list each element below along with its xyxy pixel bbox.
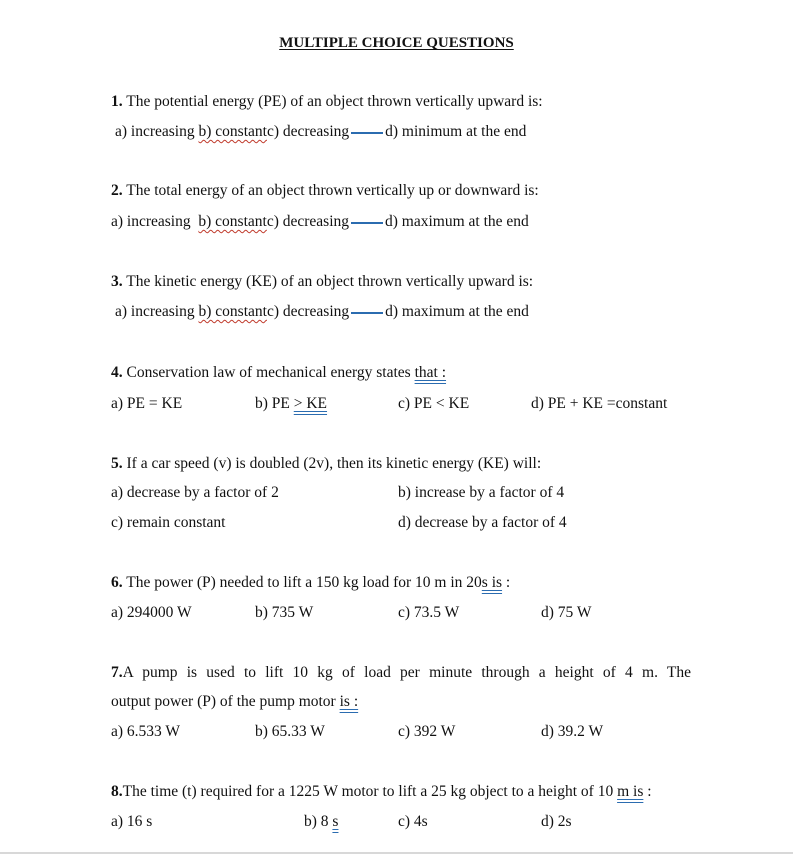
option-d: d) minimum at the end — [385, 123, 527, 140]
question-2 — [111, 181, 539, 201]
question-number: 6. — [111, 574, 123, 591]
option-b: b) constant — [198, 213, 267, 230]
question-number: 5. — [111, 455, 123, 472]
option-a: a) PE = KE — [111, 395, 183, 412]
question-text-end: m is — [617, 783, 644, 800]
question-8 — [111, 782, 652, 802]
option-c: c) decreasing — [266, 303, 350, 320]
option-c: c) remain constant — [111, 514, 226, 531]
option-b: b) 65.33 W — [255, 723, 325, 740]
question-number: 4. — [111, 364, 123, 381]
question-text: The time (t) required for a 1225 W motor to lift a 25 kg object to a height of 10 — [122, 783, 614, 800]
answer-blank — [351, 222, 383, 224]
option-c: c) 4s — [398, 813, 428, 830]
question-text: The total energy of an object thrown vertically up or downward is: — [126, 182, 539, 199]
question-number: 8. — [111, 783, 123, 800]
question-number: 2. — [111, 182, 123, 199]
question-text-end: that : — [414, 364, 447, 381]
option-d: d) PE + KE =constant — [531, 395, 668, 412]
option-b-rest: > KE — [293, 395, 328, 412]
question-5 — [111, 454, 541, 474]
question-text-end: is : — [339, 693, 359, 710]
option-d: d) 75 W — [541, 604, 592, 621]
option-b: b) constant — [198, 303, 267, 320]
question-3 — [111, 272, 533, 292]
question-number: 7. — [111, 664, 123, 681]
question-text-end: s is — [481, 574, 503, 591]
question-1 — [111, 92, 543, 112]
option-d: d) maximum at the end — [385, 213, 529, 230]
question-3-options — [115, 302, 529, 322]
question-6 — [111, 573, 510, 593]
question-7-line-2 — [111, 692, 358, 712]
option-b — [255, 394, 327, 414]
option-c: c) PE < KE — [398, 395, 470, 412]
option-c: c) decreasing — [266, 213, 350, 230]
option-b: b) increase by a factor of 4 — [398, 484, 565, 501]
option-b — [304, 812, 338, 832]
option-a: a) 294000 W — [111, 604, 192, 621]
option-b: b) 735 W — [255, 604, 314, 621]
question-1-options — [115, 122, 526, 142]
option-a: a) decrease by a factor of 2 — [111, 484, 279, 501]
page-title: MULTIPLE CHOICE QUESTIONS — [279, 35, 514, 51]
answer-blank — [351, 312, 383, 314]
question-colon: : — [643, 783, 652, 800]
question-7 — [111, 663, 691, 683]
option-b: b) constant — [198, 123, 267, 140]
option-d: d) decrease by a factor of 4 — [398, 514, 567, 531]
question-2-options — [111, 212, 529, 232]
question-text: Conservation law of mechanical energy states — [126, 364, 411, 381]
option-d: d) 39.2 W — [541, 723, 604, 740]
option-b-prefix: b) PE — [255, 395, 290, 412]
option-c: c) 73.5 W — [398, 604, 460, 621]
question-text: The kinetic energy (KE) of an object thrown vertically upward is: — [126, 273, 534, 290]
question-number: 1. — [111, 93, 123, 110]
question-number: 3. — [111, 273, 123, 290]
question-4 — [111, 363, 446, 383]
question-text: The power (P) needed to lift a 150 kg load for 10 m in 20 — [126, 574, 482, 591]
question-colon: : — [502, 574, 511, 591]
option-b-rest: s — [332, 813, 339, 830]
option-c: c) decreasing — [266, 123, 350, 140]
question-text: The potential energy (PE) of an object thrown vertically upward is: — [126, 93, 543, 110]
option-a: a) increasing — [115, 303, 195, 320]
option-a: a) increasing — [115, 123, 195, 140]
question-text-line-2: output power (P) of the pump motor — [111, 693, 336, 710]
option-a: a) 16 s — [111, 813, 153, 830]
option-a: a) increasing — [111, 213, 191, 230]
page-bottom-divider — [0, 852, 793, 854]
option-d: d) maximum at the end — [385, 303, 529, 320]
answer-blank — [351, 132, 383, 134]
option-c: c) 392 W — [398, 723, 456, 740]
option-a: a) 6.533 W — [111, 723, 181, 740]
option-b-prefix: b) 8 — [304, 813, 329, 830]
option-d: d) 2s — [541, 813, 572, 830]
question-text: If a car speed (v) is doubled (2v), then its kinetic energy (KE) will: — [126, 455, 542, 472]
question-text-line-1: A pump is used to lift 10 kg of load per minute through a height of 4 m. The — [122, 664, 691, 681]
